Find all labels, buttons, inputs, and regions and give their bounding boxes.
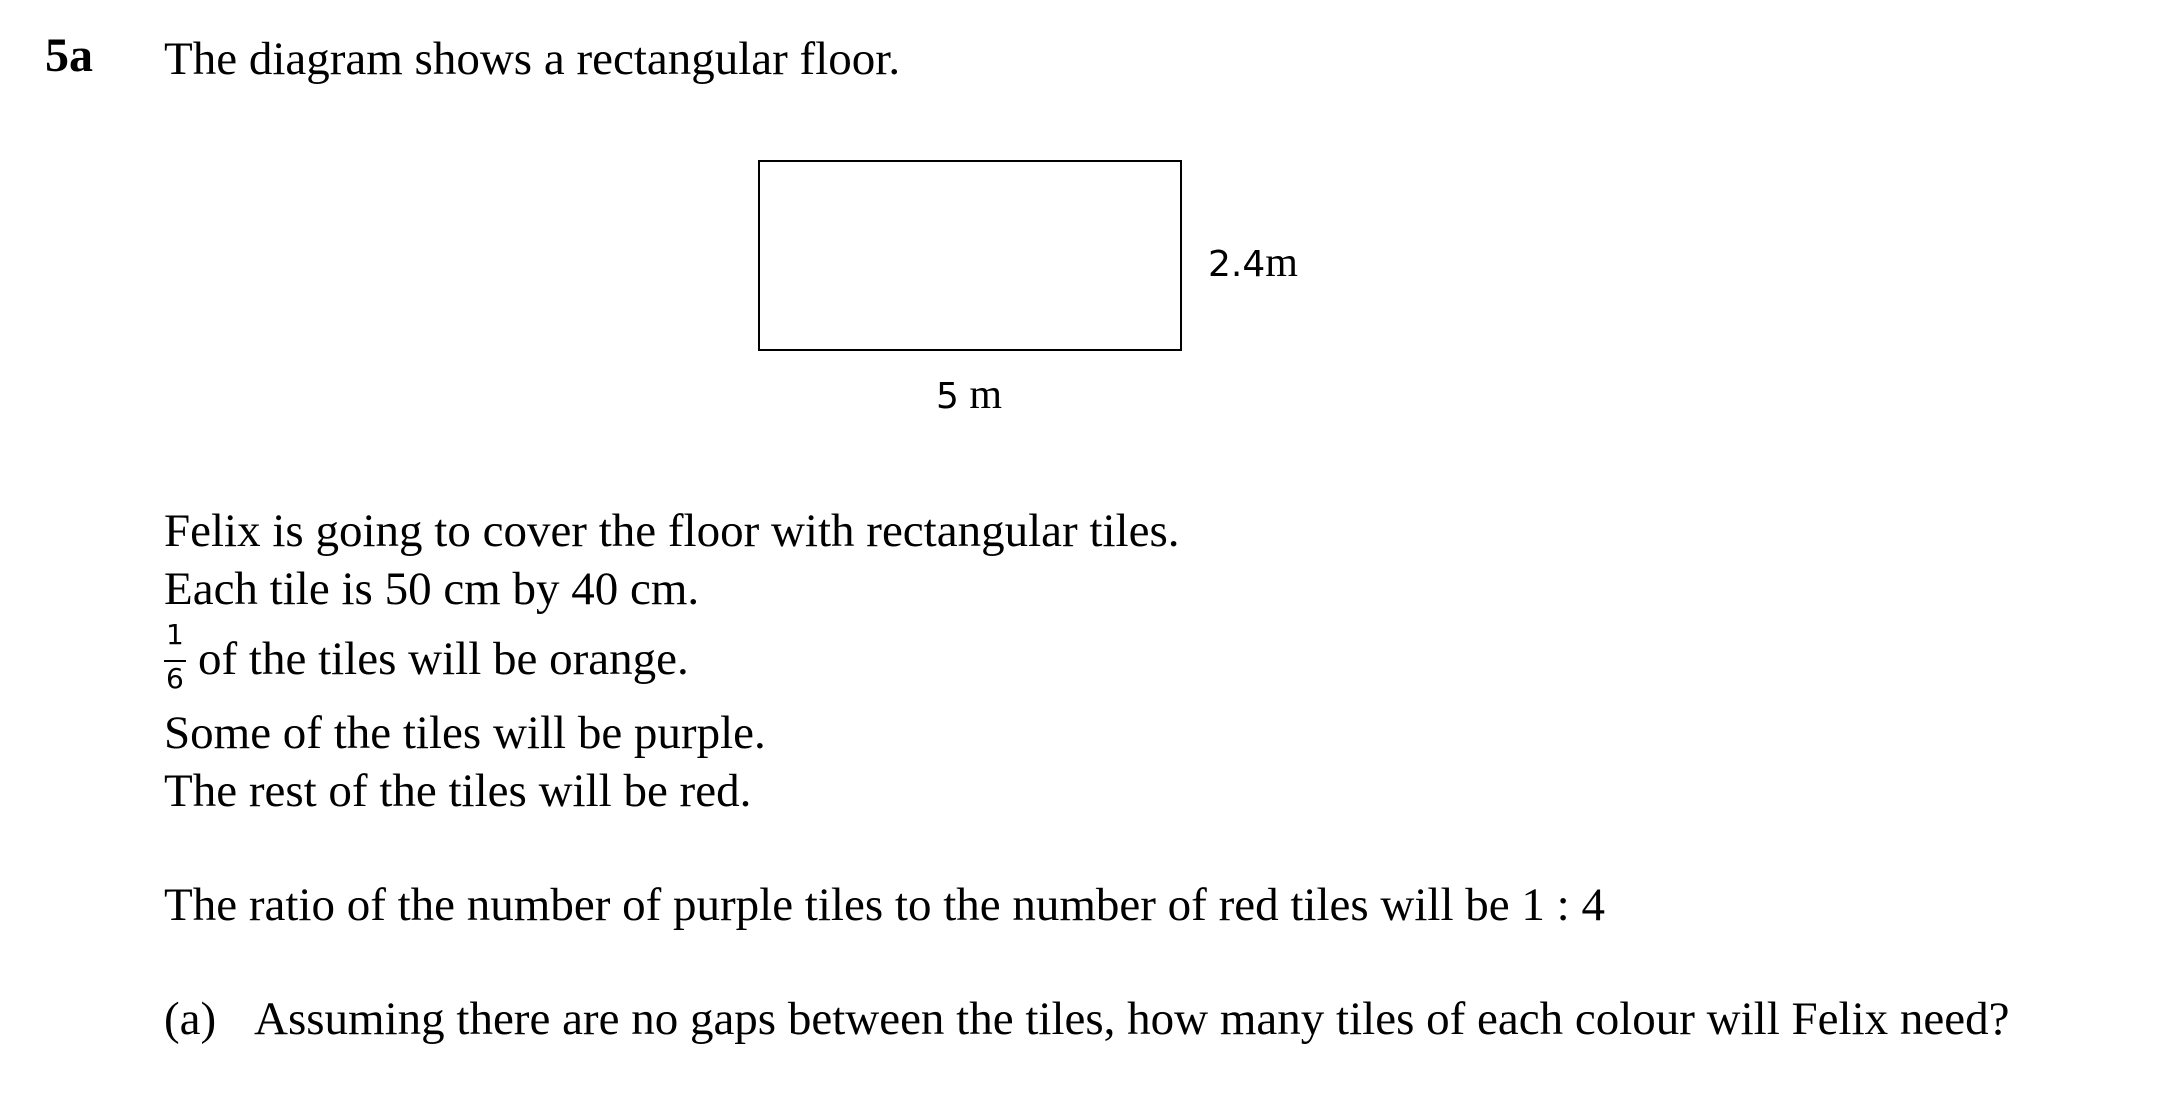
fraction-denominator: 6 <box>166 662 184 695</box>
body-line-red: The rest of the tiles will be red. <box>164 765 752 817</box>
width-dimension-label <box>936 370 1002 422</box>
height-value: 2.4 <box>1208 244 1266 285</box>
body-line-tiles: Felix is going to cover the floor with rectangular tiles. <box>164 505 1180 557</box>
part-a-label: (a) <box>164 993 217 1045</box>
height-dimension-label <box>1208 238 1298 290</box>
part-a-text: Assuming there are no gaps between the tiles, how many tiles of each colour will Felix need? <box>254 993 2010 1045</box>
width-unit: m <box>969 372 1003 418</box>
body-line-purple: Some of the tiles will be purple. <box>164 707 766 759</box>
fraction-numerator: 1 <box>166 618 184 651</box>
floor-rectangle <box>758 160 1182 351</box>
body-line-tile-size: Each tile is 50 cm by 40 cm. <box>164 563 700 615</box>
question-number: 5a <box>45 29 93 82</box>
question-intro: The diagram shows a rectangular floor. <box>164 33 901 85</box>
fraction-one-sixth <box>164 620 186 700</box>
body-line-orange: of the tiles will be orange. <box>198 633 689 685</box>
width-value: 5 <box>936 376 959 417</box>
height-unit: m <box>1265 240 1298 286</box>
ratio-statement: The ratio of the number of purple tiles to the number of red tiles will be 1 : 4 <box>164 879 1605 931</box>
part-a-question <box>164 990 2009 1048</box>
